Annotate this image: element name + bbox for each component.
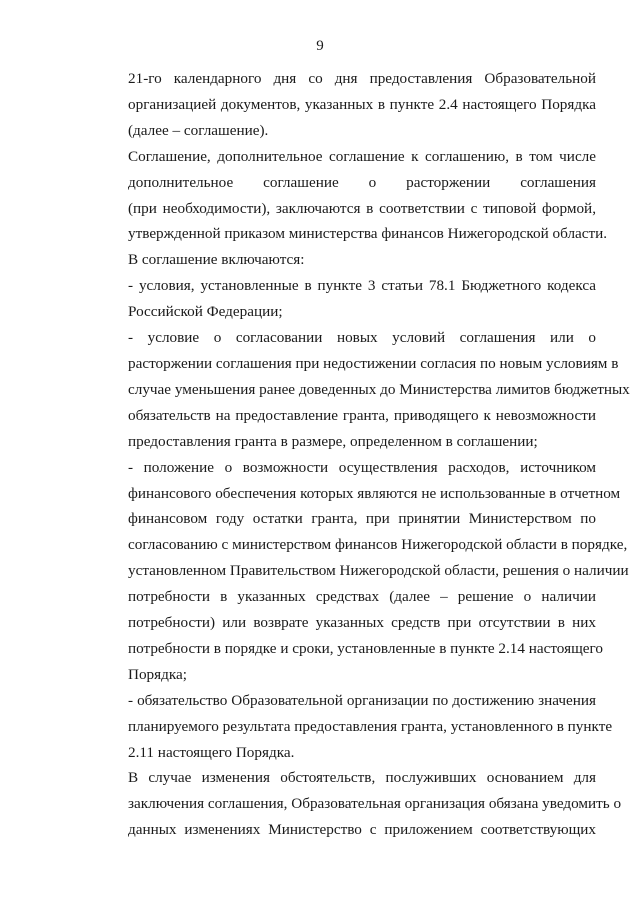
text-line: расторжении соглашения при недостижении согласия по новым условиям в [128, 354, 619, 372]
text-line: 21-го календарного дня со дня предоставления Образовательной [128, 70, 596, 87]
text-line: предоставления гранта в размере, определенном в соглашении; [128, 432, 538, 450]
text-line: установленном Правительством Нижегородской области, решения о наличии [128, 562, 629, 580]
paragraph [90, 455, 629, 688]
text-line: дополнительное соглашение о расторжении соглашения [128, 173, 596, 191]
text-line: потребности в порядке и сроки, установленные в пункте 2.14 настоящего [128, 639, 603, 657]
text-line: - условия, установленные в пункте 3 статьи 78.1 Бюджетного кодекса [128, 277, 596, 295]
text-line: организацией документов, указанных в пункте 2.4 настоящего Порядка [128, 95, 596, 113]
text-line: заключения соглашения, Образовательная организация обязана уведомить о [128, 795, 622, 813]
text-line: случае уменьшения ранее доведенных до Министерства лимитов бюджетных [128, 380, 630, 398]
text-line: согласованию с министерством финансов Нижегородской области в порядке, [128, 536, 628, 554]
text-line: Порядка; [128, 665, 187, 683]
text-line: данных изменениях Министерство с приложением соответствующих [128, 821, 596, 839]
text-line: 2.11 настоящего Порядка. [128, 743, 295, 761]
text-line: потребности в указанных средствах (далее – решение о наличии [128, 588, 596, 606]
paragraph [90, 273, 596, 325]
text-line: планируемого результата предоставления гранта, установленного в пункте [128, 717, 613, 735]
text-line: потребности) или возврате указанных средств при отсутствии в них [128, 614, 596, 632]
document-body [90, 66, 630, 843]
text-line: финансовом году остатки гранта, при принятии Министерством по [128, 510, 596, 528]
text-line: В соглашение включаются: [128, 251, 305, 269]
text-line: финансового обеспечения которых являются не использованные в отчетном [128, 484, 621, 502]
paragraph [90, 765, 622, 843]
paragraph [90, 66, 596, 144]
text-line: В случае изменения обстоятельств, послуживших основанием для [128, 769, 596, 787]
paragraph [90, 688, 613, 766]
text-line: обязательств на предоставление гранта, приводящего к невозможности [128, 406, 596, 424]
text-line: Российской Федерации; [128, 303, 283, 321]
text-line: - положение о возможности осуществления расходов, источником [128, 458, 596, 476]
paragraph [90, 144, 608, 248]
text-line: Соглашение, дополнительное соглашение к соглашению, в том числе [128, 147, 596, 165]
page-number: 9 [316, 38, 324, 54]
text-line: - обязательство Образовательной организации по достижению значения [128, 691, 596, 709]
text-line: (далее – соглашение). [128, 121, 269, 139]
text-line: утвержденной приказом министерства финансов Нижегородской области. [128, 225, 608, 243]
text-line: (при необходимости), заключаются в соответствии с типовой формой, [128, 199, 596, 217]
paragraph [90, 247, 596, 273]
paragraph [90, 325, 630, 455]
text-line: - условие о согласовании новых условий соглашения или о [128, 329, 596, 347]
